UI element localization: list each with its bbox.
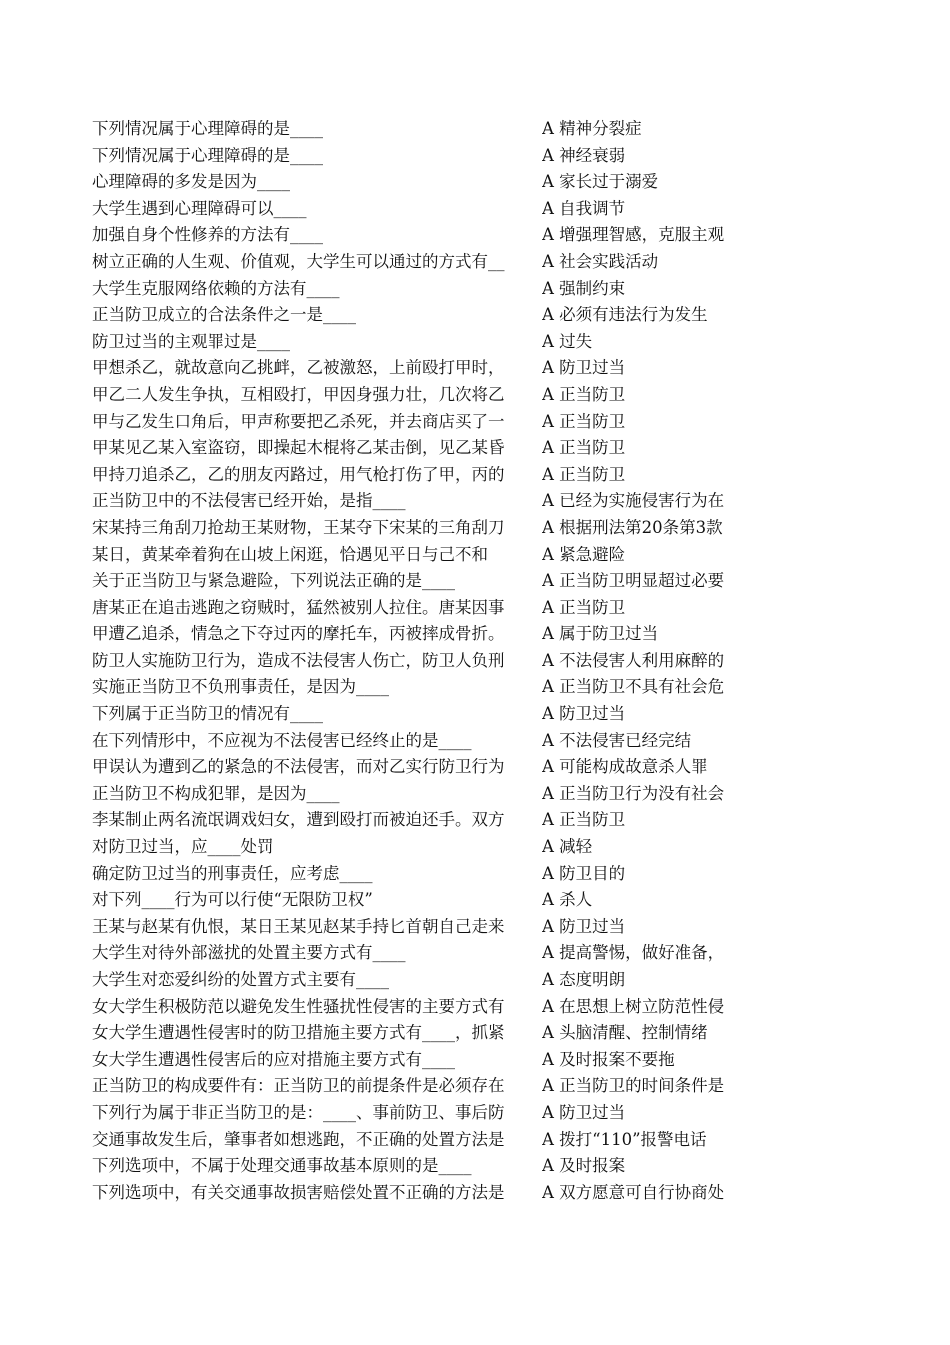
question-row	[92, 834, 762, 861]
answer-text: A 根据刑法第20条第3款	[542, 517, 723, 537]
answer-text: A 及时报案不要拖	[542, 1049, 675, 1069]
answer-text: A 必须有违法行为发生	[542, 305, 708, 325]
question-row	[92, 462, 762, 489]
answer-text: A 态度明朗	[542, 970, 626, 989]
question-row	[92, 276, 762, 303]
question-row	[92, 409, 762, 436]
question-text: 加强自身个性修养的方法有____	[92, 225, 323, 245]
question-row	[92, 1047, 762, 1074]
question-row	[92, 1073, 762, 1100]
question-row	[92, 621, 762, 648]
question-row	[92, 116, 762, 143]
answer-text: A 正当防卫	[542, 384, 626, 404]
question-row	[92, 994, 762, 1021]
answer-text: A 正当防卫的时间条件是	[542, 1076, 725, 1096]
question-text: 心理障碍的多发是因为____	[92, 172, 290, 192]
question-row	[92, 302, 762, 329]
question-row	[92, 781, 762, 808]
question-text: 王某与赵某有仇恨，某日王某见赵某手持匕首朝自己走来	[92, 916, 505, 936]
question-row	[92, 674, 762, 701]
answer-text: A 防卫过当	[542, 1102, 626, 1122]
question-row	[92, 1020, 762, 1047]
question-text: 甲与乙发生口角后，甲声称要把乙杀死，并去商店买了一	[92, 411, 505, 431]
question-text: 甲误认为遭到乙的紧急的不法侵害，而对乙实行防卫行为	[92, 757, 505, 777]
answer-text: A 社会实践活动	[542, 251, 659, 271]
question-text: 下列选项中，不属于处理交通事故基本原则的是____	[92, 1156, 472, 1176]
question-text: 树立正确的人生观、价值观，大学生可以通过的方式有__	[92, 251, 505, 271]
question-text: 交通事故发生后，肇事者如想逃跑，不正确的处置方法是	[92, 1129, 505, 1149]
question-text: 甲持刀追杀乙，乙的朋友丙路过，用气枪打伤了甲，丙的	[92, 464, 505, 484]
answer-text: A 头脑清醒、控制情绪	[542, 1023, 708, 1043]
question-row	[92, 1180, 762, 1207]
question-row	[92, 887, 762, 914]
question-row	[92, 249, 762, 276]
answer-text: A 拨打“110”报警电话	[542, 1129, 707, 1149]
question-row	[92, 568, 762, 595]
question-row	[92, 807, 762, 834]
question-row	[92, 435, 762, 462]
question-text: 正当防卫成立的合法条件之一是____	[92, 305, 356, 325]
question-text: 宋某持三角刮刀抢劫王某财物，王某夺下宋某的三角刮刀	[92, 517, 505, 537]
answer-text: A 正当防卫行为没有社会	[542, 783, 725, 803]
answer-text: A 正当防卫明显超过必要	[542, 571, 725, 591]
answer-text: A 正当防卫	[542, 438, 626, 458]
answer-text: A 正当防卫	[542, 597, 626, 617]
question-text: 甲遭乙追杀，情急之下夺过丙的摩托车，丙被摔成骨折。	[92, 624, 505, 644]
question-text: 防卫人实施防卫行为，造成不法侵害人伤亡，防卫人负刑	[92, 650, 505, 670]
answer-text: A 家长过于溺爱	[542, 172, 659, 192]
question-answer-list	[92, 116, 762, 1206]
question-row	[92, 169, 762, 196]
question-text: 李某制止两名流氓调戏妇女，遭到殴打而被迫还手。双方	[92, 810, 505, 830]
question-text: 对防卫过当，应____处罚	[92, 837, 274, 857]
question-row	[92, 515, 762, 542]
question-text: 大学生对待外部滋扰的处置主要方式有____	[92, 943, 406, 963]
question-text: 关于正当防卫与紧急避险，下列说法正确的是____	[92, 571, 455, 591]
question-text: 唐某正在追击逃跑之窃贼时，猛然被别人拉住。唐某因事	[92, 597, 505, 617]
answer-text: A 及时报案	[542, 1156, 626, 1176]
question-row	[92, 222, 762, 249]
question-text: 甲想杀乙，就故意向乙挑衅，乙被激怒，上前殴打甲时，	[92, 358, 505, 378]
answer-text: A 过失	[542, 331, 593, 351]
answer-text: A 自我调节	[542, 198, 626, 218]
question-row	[92, 542, 762, 569]
answer-text: A 增强理智感，克服主观	[542, 225, 725, 245]
answer-text: A 防卫目的	[542, 863, 626, 883]
answer-text: A 正当防卫	[542, 464, 626, 484]
question-text: 正当防卫不构成犯罪，是因为____	[92, 783, 340, 803]
answer-text: A 防卫过当	[542, 358, 626, 378]
question-row	[92, 143, 762, 170]
answer-text: A 不法侵害人利用麻醉的	[542, 650, 725, 670]
question-row	[92, 728, 762, 755]
question-row	[92, 967, 762, 994]
answer-text: A 在思想上树立防范性侵	[542, 996, 725, 1016]
answer-text: A 提高警惕，做好准备，	[542, 943, 725, 963]
question-row	[92, 1127, 762, 1154]
question-text: 下列属于正当防卫的情况有____	[92, 704, 323, 724]
answer-text: A 不法侵害已经完结	[542, 730, 692, 750]
question-row	[92, 1100, 762, 1127]
question-row	[92, 648, 762, 675]
question-text: 正当防卫的构成要件有：正当防卫的前提条件是必须存在	[92, 1076, 505, 1096]
answer-text: A 杀人	[542, 890, 593, 910]
question-text: 下列选项中，有关交通事故损害赔偿处置不正确的方法是	[92, 1182, 505, 1202]
question-row	[92, 940, 762, 967]
question-row	[92, 754, 762, 781]
answer-text: A 紧急避险	[542, 544, 626, 564]
answer-text: A 已经为实施侵害行为在	[542, 491, 725, 511]
question-row	[92, 488, 762, 515]
question-text: 对下列____行为可以行使“无限防卫权”	[92, 890, 373, 910]
answer-text: A 防卫过当	[542, 704, 626, 724]
question-row	[92, 196, 762, 223]
answer-text: A 正当防卫	[542, 411, 626, 431]
question-text: 下列行为属于非正当防卫的是：____、事前防卫、事后防	[92, 1102, 505, 1122]
question-text: 某日，黄某牵着狗在山坡上闲逛，恰遇见平日与己不和	[92, 544, 488, 564]
question-row	[92, 701, 762, 728]
question-row	[92, 914, 762, 941]
question-row	[92, 1153, 762, 1180]
question-row	[92, 329, 762, 356]
question-row	[92, 861, 762, 888]
question-text: 甲某见乙某入室盗窃，即操起木棍将乙某击倒，见乙某昏	[92, 438, 505, 458]
answer-text: A 减轻	[542, 837, 593, 857]
question-row	[92, 382, 762, 409]
question-text: 下列情况属于心理障碍的是____	[92, 145, 323, 165]
question-text: 女大学生遭遇性侵害时的防卫措施主要方式有____，抓紧	[92, 1023, 505, 1043]
answer-text: A 强制约束	[542, 278, 626, 298]
question-row	[92, 355, 762, 382]
answer-text: A 属于防卫过当	[542, 624, 659, 644]
answer-text: A 可能构成故意杀人罪	[542, 757, 708, 777]
question-row	[92, 595, 762, 622]
question-text: 确定防卫过当的刑事责任，应考虑____	[92, 863, 373, 883]
question-text: 在下列情形中，不应视为不法侵害已经终止的是____	[92, 730, 472, 750]
answer-text: A 正当防卫	[542, 810, 626, 830]
question-text: 防卫过当的主观罪过是____	[92, 331, 290, 351]
question-text: 下列情况属于心理障碍的是____	[92, 119, 323, 138]
answer-text: A 神经衰弱	[542, 145, 626, 165]
question-text: 女大学生遭遇性侵害后的应对措施主要方式有____	[92, 1049, 455, 1069]
answer-text: A 防卫过当	[542, 916, 626, 936]
question-text: 实施正当防卫不负刑事责任，是因为____	[92, 677, 389, 697]
answer-text: A 双方愿意可自行协商处	[542, 1182, 725, 1202]
question-text: 正当防卫中的不法侵害已经开始，是指____	[92, 491, 406, 511]
question-text: 大学生对恋爱纠纷的处置方式主要有____	[92, 970, 389, 989]
question-text: 大学生遇到心理障碍可以____	[92, 198, 307, 218]
question-text: 大学生克服网络依赖的方法有____	[92, 278, 340, 298]
question-text: 女大学生积极防范以避免发生性骚扰性侵害的主要方式有	[92, 996, 505, 1016]
answer-text: A 精神分裂症	[542, 119, 642, 138]
question-text: 甲乙二人发生争执，互相殴打，甲因身强力壮，几次将乙	[92, 384, 505, 404]
answer-text: A 正当防卫不具有社会危	[542, 677, 725, 697]
